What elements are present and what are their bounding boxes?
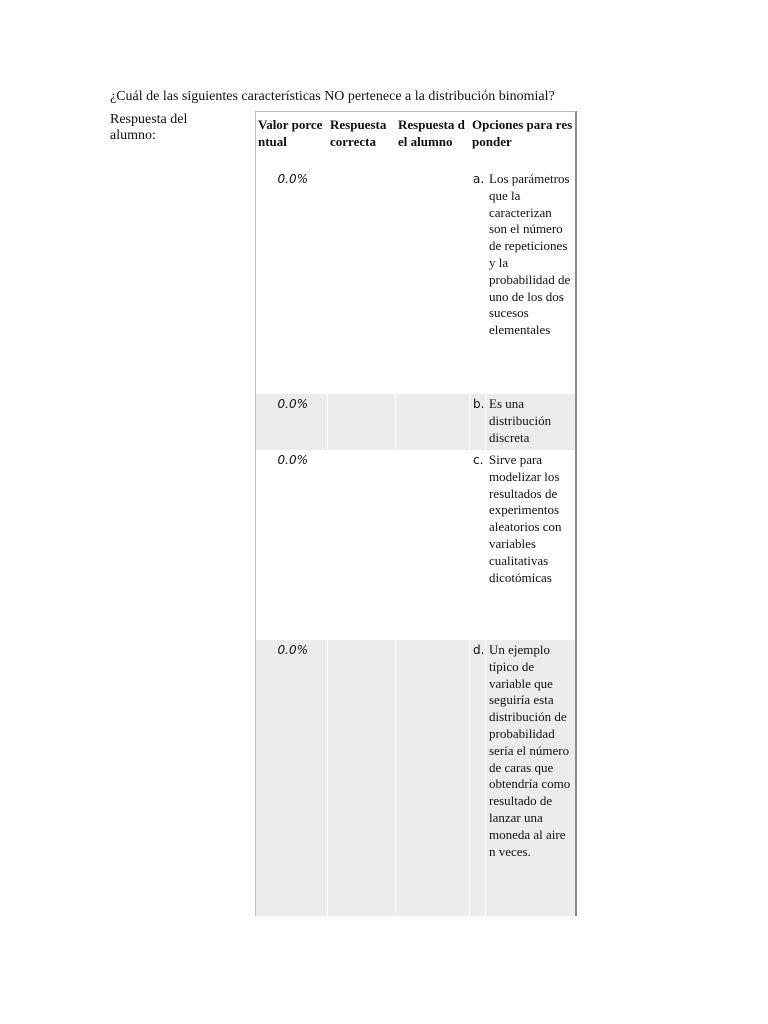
option-cell (470, 394, 575, 450)
correct-answer-cell (328, 640, 396, 916)
response-label: Respuesta del alumno: (110, 112, 188, 143)
option-letter: c. (470, 450, 486, 640)
option-cell (470, 169, 575, 394)
question-text: ¿Cuál de las siguientes características NO pertenece a la distribución binomial? (110, 89, 555, 104)
option-letter: b. (470, 394, 486, 450)
student-answer-cell (396, 640, 470, 916)
option-text: Es una distribución discreta (489, 396, 552, 445)
table-row (256, 394, 575, 450)
table-row (256, 169, 575, 394)
percent-value: 0.0% (256, 169, 328, 394)
header-respuesta-correcta: Respuesta correcta (330, 117, 387, 149)
student-answer-cell (396, 394, 470, 450)
student-answer-cell (396, 450, 470, 640)
header-opciones: Opciones para responder (472, 117, 573, 149)
option-cell (470, 450, 575, 640)
student-answer-cell (396, 169, 470, 394)
option-text: Los parámetros que la caracterizan son el número de repeticiones y la probabilidad de uno de los dos sucesos elementales (489, 171, 571, 338)
correct-answer-cell (328, 450, 396, 640)
option-cell (470, 640, 575, 916)
table-row (256, 640, 575, 916)
header-respuesta-alumno: Respuesta del alumno (398, 117, 465, 149)
correct-answer-cell (328, 169, 396, 394)
option-text: Un ejemplo típico de variable que seguiría esta distribución de probabilidad sería el número de caras que obtendría como resultado de lanzar una moneda al aire n veces. (489, 642, 571, 859)
option-text: Sirve para modelizar los resultados de experimentos aleatorios con variables cualitativas dicotómicas (489, 452, 562, 585)
correct-answer-cell (328, 394, 396, 450)
option-letter: d. (470, 640, 486, 916)
table-header-row (256, 112, 575, 169)
header-valor-porcentual: Valor porcentual (258, 117, 323, 149)
percent-value: 0.0% (256, 394, 328, 450)
answer-table (255, 111, 577, 916)
percent-value: 0.0% (256, 640, 328, 916)
table-row (256, 450, 575, 640)
option-letter: a. (470, 169, 486, 394)
percent-value: 0.0% (256, 450, 328, 640)
